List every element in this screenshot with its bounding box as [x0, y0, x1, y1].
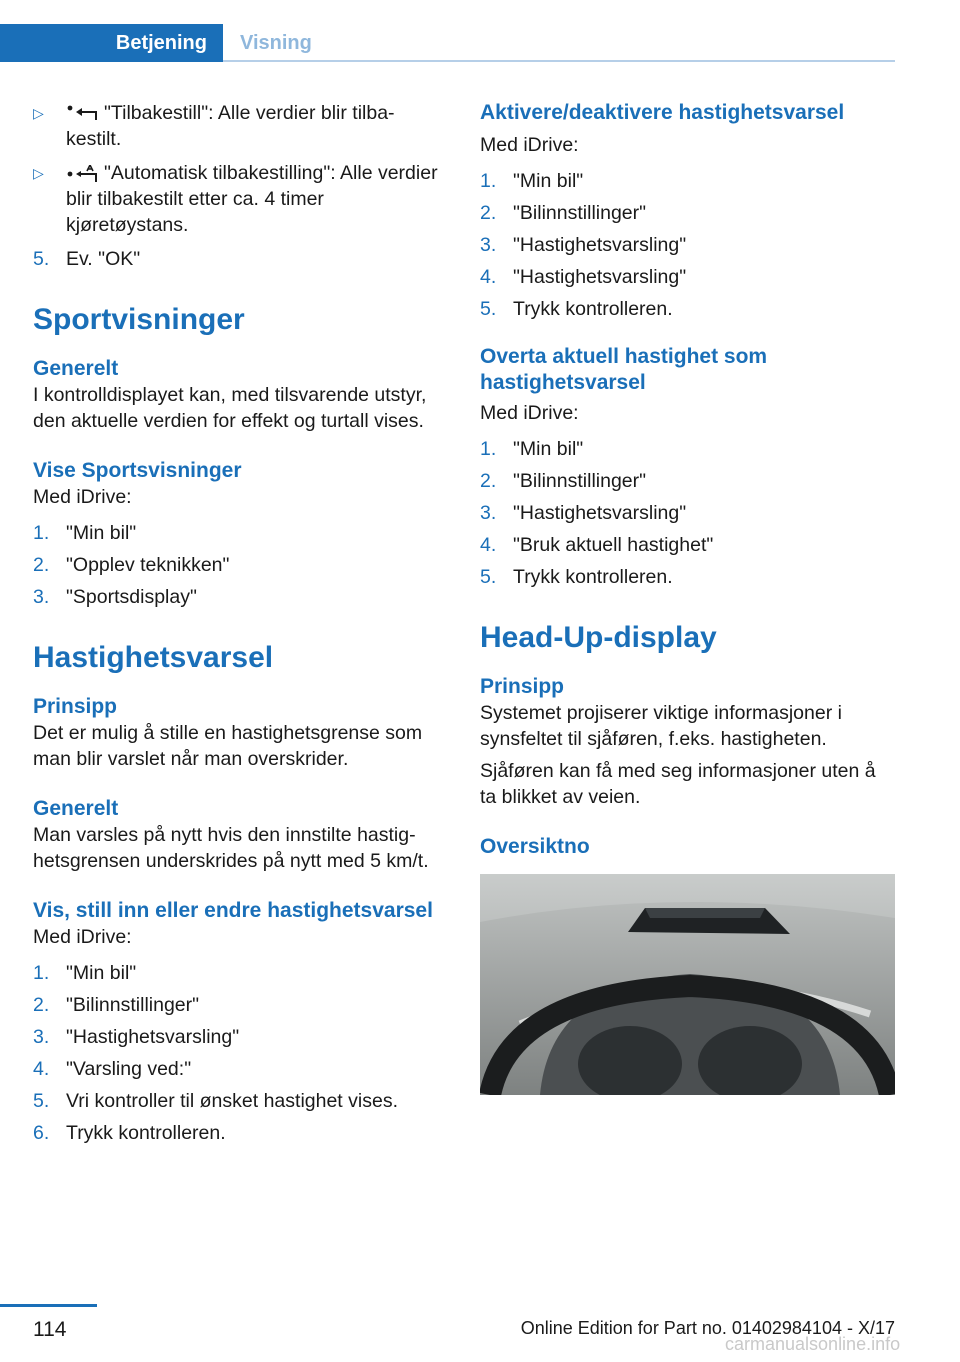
step-text: Trykk kontrolleren.: [66, 1122, 226, 1144]
step-text: "Hastighetsvarsling": [513, 266, 687, 288]
step-text: Trykk kontrolleren.: [513, 298, 673, 320]
step-text: "Min bil": [66, 962, 137, 984]
step-text: "Varsling ved:": [66, 1058, 192, 1080]
step-number: 5.: [480, 298, 497, 320]
step-number: 2.: [480, 202, 497, 224]
step-number: 2.: [33, 554, 50, 576]
list-item: [480, 500, 895, 526]
subheading-vis-still-inn: Vis, still inn eller endre hastighetsvarsel: [33, 899, 433, 922]
list-item: [33, 1024, 443, 1050]
step-number: 3.: [33, 1026, 50, 1048]
paragraph: Med iDrive:: [480, 402, 579, 424]
subheading-overta: Overta aktuell hastighet som hastighetsvarsel: [480, 345, 768, 394]
list-item: [33, 1120, 443, 1146]
step-number: 4.: [480, 534, 497, 556]
list-item: [33, 520, 443, 546]
list-item: [480, 232, 895, 258]
list-item: [480, 436, 895, 462]
step-number: 3.: [33, 586, 50, 608]
auto-reset-icon: [66, 165, 98, 183]
step-number: 4.: [480, 266, 497, 288]
list-item: [33, 100, 443, 152]
tab-visning[interactable]: Visning: [240, 32, 312, 54]
subheading-prinsipp: Prinsipp: [480, 675, 565, 698]
list-item: [33, 160, 443, 238]
step-number: 5.: [480, 566, 497, 588]
step-number: 4.: [33, 1058, 50, 1080]
list-item: [480, 532, 895, 558]
edition-text: Online Edition for Part no. 01402984104 - X/17: [520, 1318, 895, 1338]
list-item: [480, 168, 895, 194]
step-text: "Bruk aktuell hastighet": [513, 534, 714, 556]
step-number: 1.: [33, 962, 50, 984]
step-text: "Min bil": [513, 170, 584, 192]
page-number: 114: [33, 1318, 67, 1341]
steps-list: [33, 960, 443, 1146]
step-number: 1.: [480, 170, 497, 192]
section-title-head-up-display: Head-Up-display: [480, 621, 717, 654]
header-bar: [0, 0, 895, 62]
left-column: [33, 100, 443, 1152]
steps-list: [33, 520, 443, 610]
bullet-list: [33, 100, 443, 272]
step-text: "Hastighetsvarsling": [513, 234, 687, 256]
list-item: [33, 960, 443, 986]
step-number: 2.: [480, 470, 497, 492]
section-title-hastighetsvarsel: Hastighetsvarsel: [33, 641, 274, 674]
tab-betjening[interactable]: Betjening: [0, 24, 223, 62]
step-number: 6.: [33, 1122, 50, 1144]
step-number: 1.: [33, 522, 50, 544]
list-item: [480, 264, 895, 290]
paragraph: Det er mulig å stille en hastighetsgrense som man blir varslet når man overskrider.: [33, 722, 423, 770]
bullet-text: "Tilbakestill": Alle verdier blir tilba-kestilt.: [66, 102, 395, 150]
reset-icon: [66, 105, 98, 123]
step-text: "Hastighetsvarsling": [513, 502, 687, 524]
list-item: [33, 552, 443, 578]
step-text: "Bilinnstillinger": [66, 994, 200, 1016]
paragraph: Man varsles på nytt hvis den innstilte hastig-hetsgrensen underskrides på nytt med 5 km/t.: [33, 824, 429, 872]
paragraph: Sjåføren kan få med seg informasjoner uten å ta blikket av veien.: [480, 760, 876, 808]
step-number: 5.: [33, 1090, 50, 1112]
triangle-bullet-icon: ▷: [33, 165, 44, 181]
triangle-bullet-icon: ▷: [33, 105, 44, 121]
step-number: 3.: [480, 502, 497, 524]
paragraph: Systemet projiserer viktige informasjoner i synsfeltet til sjåføren, f.eks. hastigheten.: [480, 702, 842, 750]
steps-list: [480, 168, 895, 322]
section-title-sportvisninger: Sportvisninger: [33, 303, 245, 336]
footer-rule: [0, 1304, 97, 1307]
list-item: [33, 584, 443, 610]
watermark: carmanualsonline.info: [725, 1334, 901, 1354]
list-item: [480, 564, 895, 590]
paragraph: I kontrolldisplayet kan, med tilsvarende utstyr, den aktuelle verdien for effekt og turtall vises.: [33, 384, 427, 432]
step-text: "Bilinnstillinger": [513, 470, 647, 492]
step-number: 2.: [33, 994, 50, 1016]
step-text: "Hastighetsvarsling": [66, 1026, 240, 1048]
step-text: Trykk kontrolleren.: [513, 566, 673, 588]
step-text: "Opplev teknikken": [66, 554, 230, 576]
step-number: 1.: [480, 438, 497, 460]
subheading-aktivere: Aktivere/deaktivere hastighetsvarsel: [480, 101, 845, 124]
step-text: "Bilinnstillinger": [513, 202, 647, 224]
step-text: "Min bil": [513, 438, 584, 460]
list-item: [480, 468, 895, 494]
list-item: [33, 1056, 443, 1082]
list-item: [33, 246, 443, 272]
list-item: [33, 1088, 443, 1114]
list-item: [480, 296, 895, 322]
paragraph: Med iDrive:: [33, 926, 132, 948]
step-number: 3.: [480, 234, 497, 256]
list-item: [480, 200, 895, 226]
subheading-vise-sportsvisninger: Vise Sportsvisninger: [33, 459, 242, 482]
subheading-prinsipp: Prinsipp: [33, 695, 118, 718]
subheading-oversikt: Oversiktno: [480, 835, 590, 858]
step-text: "Min bil": [66, 522, 137, 544]
steps-list: [480, 436, 895, 590]
bullet-text: "Automatisk tilbakestilling": Alle verdier blir tilbakestilt etter ca. 4 timer kjøretøystans.: [66, 162, 438, 236]
paragraph: Med iDrive:: [480, 134, 579, 156]
subheading-generelt: Generelt: [33, 797, 119, 820]
head-up-display-photo: [480, 874, 895, 1095]
step-number: 5.: [33, 248, 50, 270]
step-text: "Sportsdisplay": [66, 586, 197, 608]
subheading-generelt: Generelt: [33, 357, 119, 380]
list-item: [33, 992, 443, 1018]
header-divider: [223, 60, 895, 62]
right-column: [480, 100, 895, 1095]
step-text: Vri kontroller til ønsket hastighet vises.: [66, 1090, 398, 1112]
paragraph: Med iDrive:: [33, 486, 132, 508]
step-text: Ev. "OK": [66, 248, 141, 270]
